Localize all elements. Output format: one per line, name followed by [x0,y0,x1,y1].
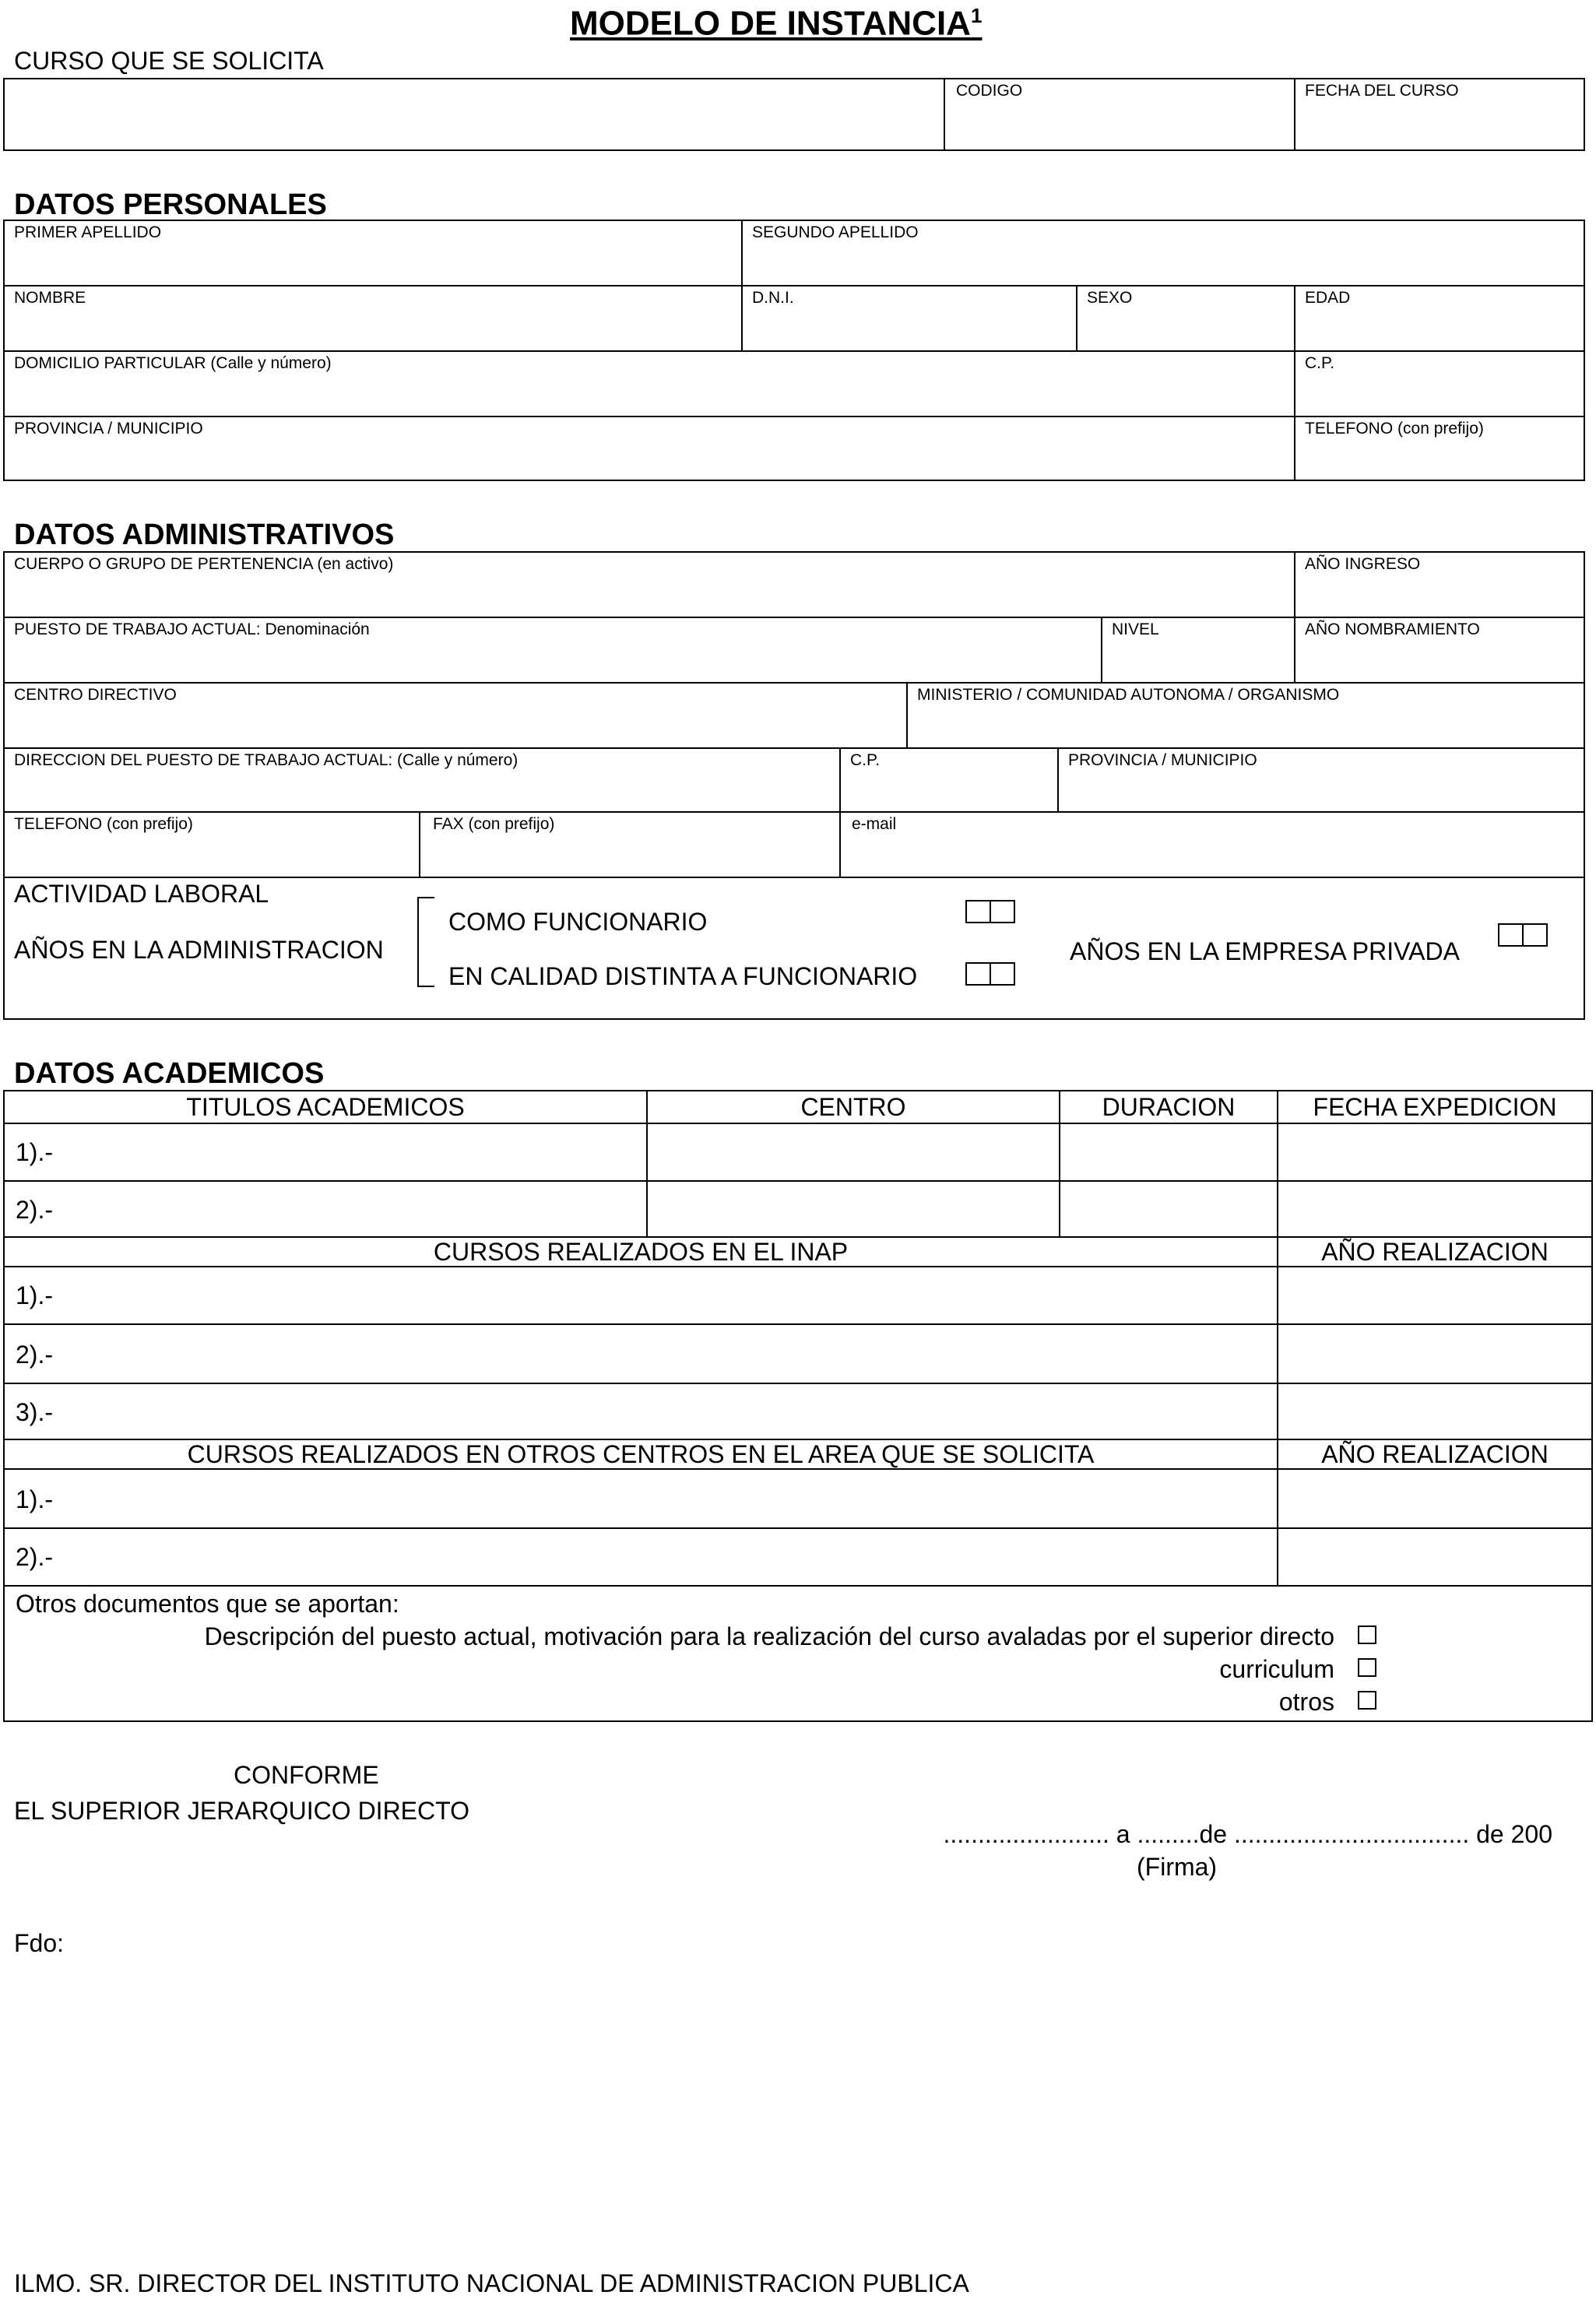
otros-centros-heading: CURSOS REALIZADOS EN OTROS CENTROS EN EL AREA QUE SE SOLICITA [187,1440,1095,1468]
inap-row-3-label: 3).- [16,1398,53,1426]
admin-cp-label: C.P. [850,751,881,769]
form-title: MODELO DE INSTANCIA$^1$ [570,4,983,43]
anos-empresa-label: AÑOS EN LA EMPRESA PRIVADA [1070,937,1460,965]
doc-curriculum-checkbox[interactable] [1358,1658,1376,1677]
segundo-apellido-field[interactable] [743,221,1584,283]
curso-field[interactable] [5,79,942,149]
admin-provincia-field[interactable] [1059,749,1584,810]
calidad-distinta-years-box[interactable] [965,962,1015,986]
col-duracion-header: DURACION [1102,1093,1236,1121]
otros-row-2-label: 2).- [16,1543,53,1571]
codigo-field[interactable] [945,79,1292,149]
inap-row-1-label: 1).- [16,1281,53,1309]
dni-field[interactable] [743,286,1074,349]
otros-ano-header: AÑO REALIZACION [1321,1440,1549,1468]
doc-descripcion-label: Descripción del puesto actual, motivación para la realización del curso avaladas por el superior directo [204,1622,1334,1650]
dni-label: D.N.I. [752,289,794,307]
otros-1-field[interactable] [62,1471,1275,1526]
destinatario: ILMO. SR. DIRECTOR DEL INSTITUTO NACIONAL DE ADMINISTRACION PUBLICA [14,2269,969,2297]
email-field[interactable] [841,813,1584,875]
sexo-label: SEXO [1087,289,1133,307]
sexo-field[interactable] [1077,286,1292,349]
centro-directivo-field[interactable] [5,684,905,746]
titulo-1-field[interactable] [62,1126,645,1179]
conforme-label: CONFORME [234,1761,379,1789]
edad-label: EDAD [1305,289,1351,307]
ano-nombramiento-label: AÑO NOMBRAMIENTO [1305,620,1480,638]
puesto-field[interactable] [5,618,1099,680]
anos-administracion-label: AÑOS EN LA ADMINISTRACION [14,936,384,964]
col-titulos-header: TITULOS ACADEMICOS [186,1093,465,1121]
doc-otros-label: otros [1278,1688,1334,1716]
titulos-row-2-label: 2).- [16,1196,53,1224]
fax-label: FAX (con prefijo) [433,815,555,833]
ano-ingreso-label: AÑO INGRESO [1305,555,1421,573]
admin-telefono-label: TELEFONO (con prefijo) [14,815,193,833]
puesto-label: PUESTO DE TRABAJO ACTUAL: Denominación [14,620,370,638]
codigo-label: CODIGO [956,82,1023,100]
domicilio-label: DOMICILIO PARTICULAR (Calle y número) [14,354,332,372]
fecha-curso-field[interactable] [1295,79,1584,149]
fax-field[interactable] [420,813,838,875]
segundo-apellido-label: SEGUNDO APELLIDO [752,223,919,241]
doc-descripcion-checkbox[interactable] [1358,1625,1376,1644]
otros-row-1-label: 1).- [16,1485,53,1513]
nivel-label: NIVEL [1112,620,1159,638]
doc-otros-checkbox[interactable] [1358,1691,1376,1710]
telefono-field[interactable] [1295,417,1584,480]
col-fecha-header: FECHA EXPEDICION [1313,1093,1557,1121]
anos-empresa-years-box[interactable] [1498,923,1548,947]
datos-personales-heading: DATOS PERSONALES [14,188,327,221]
centro-directivo-label: CENTRO DIRECTIVO [14,686,177,704]
ano-nombramiento-field[interactable] [1295,618,1584,680]
inap-1-field[interactable] [62,1269,1275,1322]
datos-administrativos-heading: DATOS ADMINISTRATIVOS [14,518,395,551]
cuerpo-label: CUERPO O GRUPO DE PERTENENCIA (en activo) [14,555,394,573]
telefono-label: TELEFONO (con prefijo) [1305,420,1484,438]
domicilio-field[interactable] [5,352,1292,414]
inap-row-2-label: 2).- [16,1341,53,1369]
cp-label: C.P. [1305,354,1335,372]
email-label: e-mail [852,815,897,833]
como-funcionario-label: COMO FUNCIONARIO [448,908,708,936]
inap-3-field[interactable] [62,1386,1275,1437]
bracket [417,897,434,987]
primer-apellido-field[interactable] [5,221,740,283]
ministerio-label: MINISTERIO / COMUNIDAD AUTONOMA / ORGANISMO [917,686,1340,704]
nivel-field[interactable] [1102,618,1292,680]
primer-apellido-label: PRIMER APELLIDO [14,223,162,241]
titulos-row-1-label: 1).- [16,1138,53,1166]
fecha-linea[interactable]: ........................ a .........de .................................. de 200 [943,1820,1552,1848]
otros-2-field[interactable] [62,1531,1275,1583]
col-centro-header: CENTRO [800,1093,906,1121]
datos-academicos-heading: DATOS ACADEMICOS [14,1057,325,1090]
como-funcionario-years-box[interactable] [965,900,1015,923]
firma-label: (Firma) [1137,1853,1218,1881]
admin-provincia-label: PROVINCIA / MUNICIPIO [1068,751,1257,769]
ano-ingreso-field[interactable] [1295,553,1584,615]
fdo-label: Fdo: [14,1929,65,1957]
provincia-field[interactable] [5,417,1292,480]
actividad-laboral-label: ACTIVIDAD LABORAL [14,880,269,908]
admin-cp-field[interactable] [841,749,1056,810]
superior-label: EL SUPERIOR JERARQUICO DIRECTO [14,1797,469,1825]
nombre-label: NOMBRE [14,289,86,307]
calidad-distinta-label: EN CALIDAD DISTINTA A FUNCIONARIO [448,962,918,990]
admin-telefono-field[interactable] [5,813,417,875]
ministerio-field[interactable] [908,684,1584,746]
cp-field[interactable] [1295,352,1584,414]
titulo-2-field[interactable] [62,1183,645,1235]
inap-2-field[interactable] [62,1327,1275,1381]
nombre-field[interactable] [5,286,740,349]
provincia-label: PROVINCIA / MUNICIPIO [14,420,203,438]
edad-field[interactable] [1295,286,1584,349]
direccion-field[interactable] [5,749,838,810]
otros-documentos-label: Otros documentos que se aportan: [16,1590,399,1618]
fecha-curso-label: FECHA DEL CURSO [1305,82,1459,100]
doc-curriculum-label: curriculum [1219,1655,1334,1683]
cuerpo-field[interactable] [5,553,1292,615]
direccion-label: DIRECCION DEL PUESTO DE TRABAJO ACTUAL: (Calle y número) [14,751,519,769]
inap-heading: CURSOS REALIZADOS EN EL INAP [433,1238,849,1266]
inap-ano-header: AÑO REALIZACION [1321,1238,1549,1266]
curso-heading: CURSO QUE SE SOLICITA [14,47,324,75]
